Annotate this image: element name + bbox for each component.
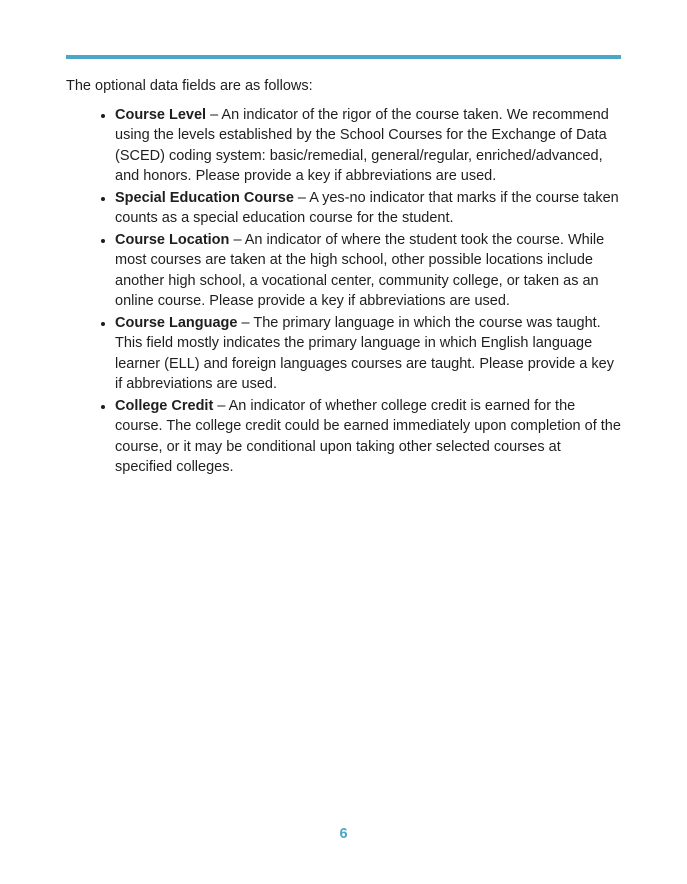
bullet-text: – An indicator of the rigor of the course taken. We recommend using the levels established by the School Courses for the Exchange of Data (SCED) coding system: basic/remedial, general/regular, enriched/advanced, and honors. Please provide a key if abbreviations are used. (115, 106, 609, 184)
bullet-label: College Credit (115, 397, 214, 414)
bullet-label: Special Education Course (115, 189, 294, 206)
bullet-item (115, 313, 621, 395)
bullet-label: Course Language (115, 314, 238, 331)
bullet-text: – A yes-no indicator that marks if the course taken counts as a special education course for the student. (115, 189, 619, 226)
bullet-label: Course Level (115, 106, 207, 123)
bullet-item (115, 396, 621, 478)
bullet-item (115, 230, 621, 312)
bullet-text: – An indicator of where the student took the course. While most courses are taken at the high school, other possible locations include another high school, a vocational center, community college, or taken as an online course. Please provide a key if abbreviations are used. (115, 231, 605, 309)
page-number: 6 (339, 826, 348, 842)
bullet-text: – The primary language in which the course was taught. This field mostly indicates the primary language in which English language learner (ELL) and foreign languages courses are taught. Please provide a key if abbreviations are used. (115, 314, 614, 392)
intro-text: The optional data fields are as follows: (66, 78, 313, 94)
bullet-item (115, 188, 621, 229)
page-content (66, 76, 621, 479)
bullet-list (66, 105, 621, 478)
bullet-label: Course Location (115, 231, 230, 248)
bullet-item (115, 105, 621, 187)
bullet-text: – An indicator of whether college credit is earned for the course. The college credit could be earned immediately upon completion of the course, or it may be conditional upon taking other selected courses at specified colleges. (115, 397, 621, 475)
header-rule (66, 55, 621, 59)
